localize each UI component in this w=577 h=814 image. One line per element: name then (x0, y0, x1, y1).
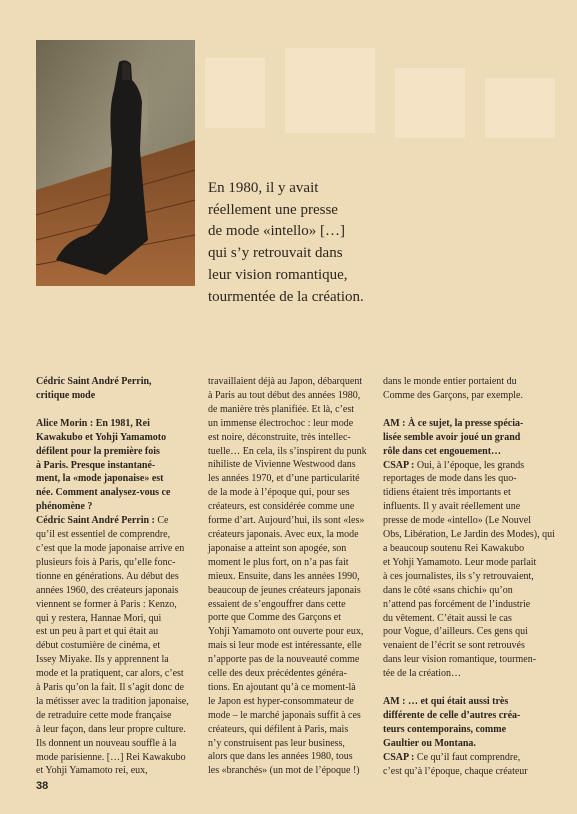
question-line: Alice Morin : En 1981, Rei (36, 417, 150, 429)
answer-line: dans leur vision romantique, tourmen- (383, 654, 537, 666)
answer-line: dans le côté «sans chichi» qu’on (383, 584, 513, 596)
body-line: beaucoup de jeunes créateurs japonais (208, 584, 361, 596)
body-line: celle des deux précédentes généra- (208, 668, 347, 680)
body-line: Comme des Garçons, par exemple. (383, 389, 523, 401)
answer-line: influents. Il y avait réellement une (383, 501, 521, 513)
answer-first-line (383, 459, 533, 473)
speaker-label: Cédric Saint André Perrin : (36, 515, 155, 527)
body-line: n’y construisent pas leur business, (208, 737, 345, 749)
text-column-3 (383, 375, 555, 778)
answer-line: tidiens étaient très importants et (383, 487, 511, 499)
body-line: tuelle… En cela, ils s’inspirent du punk (208, 445, 367, 457)
answer-line: du vêtement. C’était aussi le cas (383, 612, 512, 624)
body-line: les années 1970, et d’une particularité (208, 473, 360, 485)
answer-line: venaient de l’écrit se sont retrouvés (383, 640, 525, 652)
question-line: AM : … et qui était aussi très (383, 696, 509, 708)
question-line: rôle dans cet engouement… (383, 445, 502, 457)
body-line: créateurs, est considérée comme une (208, 501, 355, 513)
body-line: les «branchés» (un mot de l’époque !) (208, 765, 360, 777)
background-watermark (205, 48, 565, 153)
speaker-label: CSAP : (383, 751, 415, 763)
answer-line: à ces journalistes, ils s’y retrouvaient, (383, 570, 534, 582)
answer-line: Obs, Libération, Le Jardin des Modes), qui (383, 529, 555, 541)
body-line: le Japon est hyper-consommateur de (208, 695, 354, 707)
answer-line: tionne en générations. Au début des (36, 570, 179, 582)
body-line: mode – le marché japonais suffit à ces (208, 709, 361, 721)
text-column-2 (208, 375, 367, 778)
speaker-label: CSAP : (383, 459, 415, 471)
body-line: dans le monde entier portaient du (383, 376, 517, 387)
answer-line: années 1960, des créateurs japonais (36, 584, 179, 596)
body-line: Yohji Yamamoto ont ouverte pour eux, (208, 626, 364, 638)
body-line: essaient de s’engouffrer dans cette (208, 598, 346, 610)
body-line: est noire, déconstruite, très intellec- (208, 431, 351, 443)
answer-line: et Yohji Yamamoto. Leur mode parlait (383, 556, 537, 568)
body-line: travaillaient déjà au Japon, débarquent (208, 376, 363, 387)
pull-quote-line: tourmentée de la création. (208, 288, 364, 305)
answer-line: reportages de mode dans les quo- (383, 473, 517, 485)
body-line: créateurs, qui défilent à Paris, mais (208, 723, 349, 735)
body-line: forme d’art. Aujourd’hui, ils sont «les» (208, 515, 365, 527)
answer-line: mode et la pratiquent, car alors, c’est (36, 668, 184, 680)
body-line: nihiliste de Vivienne Westwood dans (208, 459, 356, 471)
pull-quote-line: En 1980, il y avait (208, 180, 319, 196)
answer-line: presse de mode «intello» (Le Nouvel (383, 515, 532, 527)
text-column-1 (36, 375, 189, 778)
body-line: mais si leur mode est intéressante, elle (208, 640, 362, 652)
answer-line: de retraduire cette mode française (36, 709, 172, 721)
answer-line: pour Vogue, d’ailleurs. Ces gens qui (383, 626, 528, 638)
body-line: tions. En ajoutant qu’à ce moment-là (208, 681, 356, 693)
body-line: alors que dans les années 1980, tous (208, 751, 353, 763)
answer-text: Oui, à l’époque, les grands (414, 459, 525, 471)
answer-line: Issey Miyake. Ils y apprennent la (36, 654, 169, 666)
answer-line: c’est qu’à l’époque, chaque créateur (383, 765, 528, 777)
question-line: teurs contemporains, comme (383, 723, 507, 735)
answer-line: qu’il est essentiel de comprendre, (36, 529, 171, 541)
pull-quote-line: leur vision romantique, (208, 266, 348, 283)
question-line: Kawakubo et Yohji Yamamoto (36, 431, 167, 443)
question-line: ment, la «mode japonaise» est (36, 473, 164, 485)
answer-line: c’est que la mode japonaise arrive en (36, 542, 185, 554)
answer-line: à Paris qu’on la fait. Il s’agit donc de (36, 682, 185, 694)
answer-line: mode parisienne. […] Rei Kawakubo (36, 751, 186, 763)
body-line: porte que Comme des Garçons et (208, 612, 342, 624)
body-line: de la mode à l’époque qui, pour ses (208, 487, 350, 499)
mannequin-black-coat-photo (36, 40, 195, 286)
question-line: née. Comment analysez-vous ce (36, 487, 171, 499)
answer-text: Ce qu’il faut comprendre, (414, 751, 521, 763)
question-line: défilent pour la première fois (36, 445, 160, 457)
answer-text: Ce (154, 515, 169, 527)
body-line: japonaise a atteint son apogée, son (208, 542, 347, 554)
body-line: à Paris au tout début des années 1980, (208, 389, 361, 401)
answer-line: et Yohji Yamamoto rei, eux, (36, 765, 148, 777)
answer-line: la métisser avec la tradition japonaise, (36, 695, 189, 707)
body-line: un immense électrochoc : leur mode (208, 417, 354, 429)
body-line: mieux. Ensuite, dans les années 1990, (208, 570, 360, 582)
question-line: Gaultier ou Montana. (383, 737, 476, 749)
pull-quote-line: de mode «intello» […] (208, 223, 346, 240)
answer-line: viennent se former à Paris : Kenzo, (36, 598, 177, 610)
page-number: 38 (36, 780, 49, 792)
question-line: phénomène ? (36, 501, 93, 513)
answer-line: est un peu à part et qui était au (36, 626, 159, 638)
answer-line: à leur façon, dans leur propre culture. (36, 723, 186, 735)
answer-line: a beaucoup soutenu Rei Kawakubo (383, 542, 525, 554)
question-line: différente de celle d’autres créa- (383, 709, 521, 721)
byline-role: critique mode (36, 389, 96, 401)
pull-quote-line: qui s’y retrouvait dans (208, 245, 343, 262)
pull-quote (208, 178, 508, 308)
answer-line: n’attend pas forcément de l’industrie (383, 598, 531, 610)
answer-line: Ils donnent un nouveau souffle à la (36, 737, 177, 749)
body-line: n’apporte pas de la nouveauté comme (208, 654, 360, 666)
question-line: AM : À ce sujet, la presse spécia- (383, 417, 524, 429)
answer-line: qui y restera, Hannae Mori, qui (36, 612, 162, 624)
body-line: créateurs japonais. Avec eux, la mode (208, 528, 359, 540)
body-line: moment le plus fort, on n’a pas fait (208, 556, 349, 568)
answer-line: tée de la création… (383, 668, 462, 680)
question-line: à Paris. Presque instantané- (36, 459, 156, 471)
answer-line: plusieurs fois à Paris, qu’elle fonc- (36, 556, 176, 568)
body-line: de manière très planifiée. Et là, c’est (208, 403, 355, 415)
question-line: lisée semble avoir joué un grand (383, 431, 521, 443)
byline-name: Cédric Saint André Perrin, (36, 376, 152, 387)
answer-first-line (36, 514, 186, 528)
answer-first-line (383, 751, 533, 765)
answer-line: début costumière de cinéma, et (36, 640, 161, 652)
pull-quote-line: réellement une presse (208, 201, 338, 218)
